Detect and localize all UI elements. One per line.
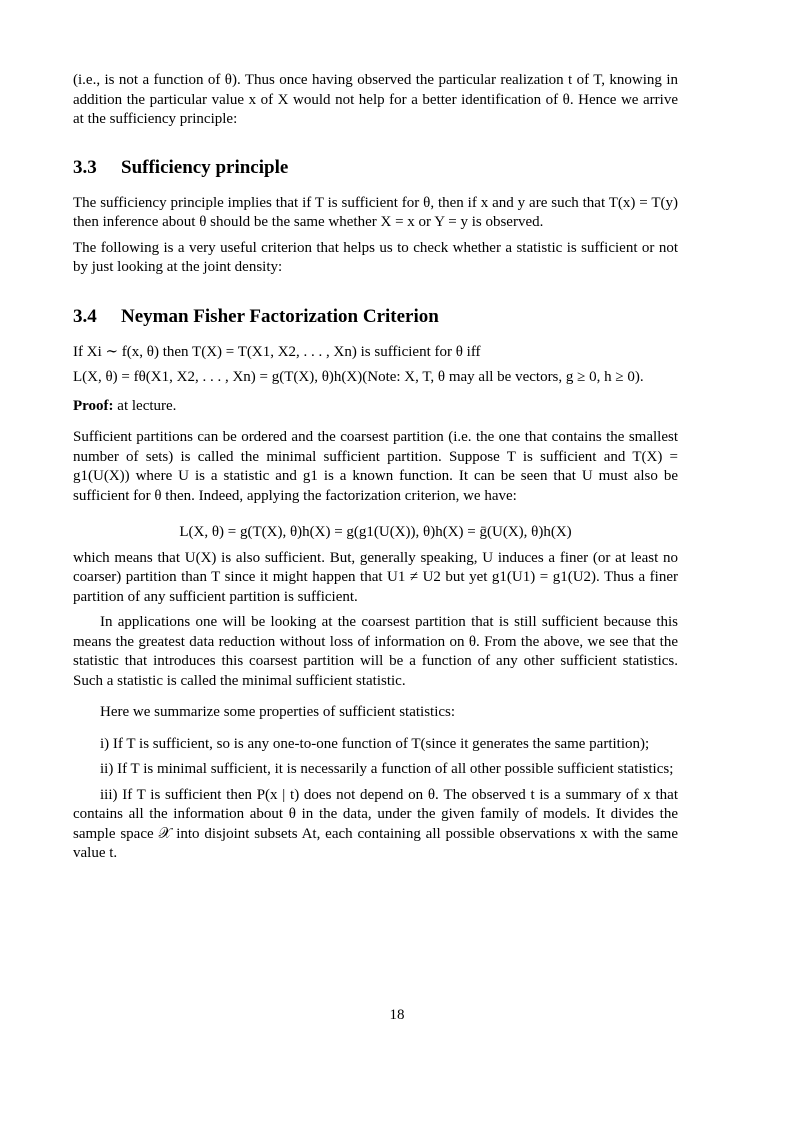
paragraph-partitions: Sufficient partitions can be ordered and the coarsest partition (i.e. the one that contains the smallest number of sets) is called the minimal sufficient partition. Suppose T is sufficient and T(X) = g1(U(X)) where U is a statistic and g1 is a known function. It can be seen that U must also be sufficient for θ then. Indeed, applying the factorization criterion, we have: bbox=[73, 429, 678, 504]
section-heading-3-3 bbox=[73, 156, 678, 180]
section-title: Sufficiency principle bbox=[121, 156, 289, 178]
paragraph-sufficiency-principle: The sufficiency principle implies that if T is sufficient for θ, then if x and y are such that T(x) = T(y) then inference about θ should be the same whether X = x or Y = y is observed. bbox=[73, 194, 678, 230]
proof-label: Proof: bbox=[73, 397, 114, 414]
property-item-i: i) If T is sufficient, so is any one-to-one function of T(since it generates the same partition); bbox=[100, 735, 650, 752]
paragraph-finer-partition: which means that U(X) is also sufficient. But, generally speaking, U induces a finer (or at least no coarser) partition than T since it might happen that U1 ≠ U2 but yet g1(U1) = g1(U2). Thus a finer partition of any sufficient partition is sufficient. bbox=[73, 549, 678, 605]
paragraph-criterion-intro: The following is a very useful criterion that helps us to check whether a statistic is sufficient or not by just looking at the joint density: bbox=[73, 239, 678, 275]
page-body bbox=[73, 71, 678, 864]
proof-text: at lecture. bbox=[117, 397, 177, 414]
section-number: 3.4 bbox=[73, 305, 97, 327]
paragraph-intro: (i.e., is not a function of θ). Thus once having observed the particular realization t of T, knowing in addition the particular value x of X would not help for a better identification of θ. Hence we arrive at the sufficiency principle: bbox=[73, 72, 678, 127]
section-number: 3.3 bbox=[73, 156, 97, 178]
section-title: Neyman Fisher Factorization Criterion bbox=[121, 305, 439, 327]
paragraph-applications: In applications one will be looking at the coarsest partition that is still sufficient because this means the greatest data reduction without loss of information on θ. From the above, we see that the statistic that introduces this coarsest partition will be a function of any other sufficient statistics. Such a statistic is called the minimal sufficient statistic. bbox=[73, 614, 678, 689]
section-heading-3-4 bbox=[73, 305, 678, 329]
paragraph-factorization-statement: If Xi ∼ f(x, θ) then T(X) = T(X1, X2, . . . , Xn) is sufficient for θ iff bbox=[73, 343, 481, 360]
property-item-iii: iii) If T is sufficient then P(x | t) does not depend on θ. The observed t is a summary of x that contains all the information about θ in the data, under the given family of models. It divides the sample space 𝒳 into disjoint subsets At, each containing all possible observations x with the same value t. bbox=[73, 786, 678, 861]
property-item-ii: ii) If T is minimal sufficient, it is necessarily a function of all other possible sufficient statistics; bbox=[100, 761, 674, 777]
page-number: 18 bbox=[389, 1007, 405, 1023]
paragraph-summary: Here we summarize some properties of sufficient statistics: bbox=[100, 704, 456, 720]
paragraph-factorization-formula: L(X, θ) = fθ(X1, X2, . . . , Xn) = g(T(X), θ)h(X)(Note: X, T, θ may all be vectors, g ≥ 0, h ≥ 0). bbox=[73, 369, 644, 385]
display-equation: L(X, θ) = g(T(X), θ)h(X) = g(g1(U(X)), θ)h(X) = ḡ(U(X), θ)h(X) bbox=[179, 524, 572, 540]
proof-line bbox=[73, 397, 678, 417]
